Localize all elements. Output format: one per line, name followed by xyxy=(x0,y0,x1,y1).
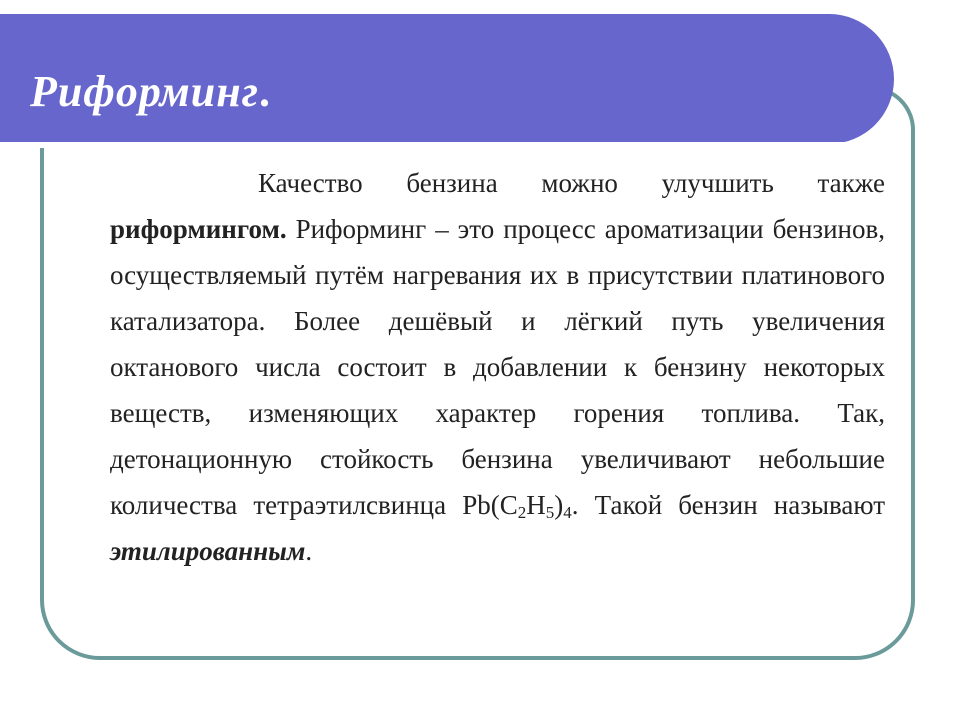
body-text-1: Качество бензина можно улучшить также xyxy=(258,168,885,198)
title-bar xyxy=(0,14,894,144)
body-text-2: Риформинг – это процесс ароматизации бензинов, осуществляемый путём нагревания их в присутствии платинового катализатора. Более дешёвый и лёгкий путь увеличения октанового числа состоит в добавлении к бензину некоторых веществ, изменяющих характер горения топлива. Так, детонационную стойкость бензина увеличивают небольшие количества тетраэтилсвинца xyxy=(110,214,885,520)
formula-sub-2: 5 xyxy=(545,503,555,522)
formula-part-pb: Pb(C xyxy=(462,490,518,520)
formula-sub-1: 2 xyxy=(517,503,527,522)
term-reforming: риформингом. xyxy=(110,214,287,244)
formula-tetraethyllead xyxy=(462,490,572,520)
term-leaded: этилированным xyxy=(110,536,306,566)
body-end-dot: . xyxy=(305,536,313,566)
formula-sub-3: 4 xyxy=(563,503,572,522)
body-text-3: . Такой бензин называют xyxy=(571,490,885,520)
body-paragraph xyxy=(110,160,885,574)
slide-title xyxy=(30,66,271,118)
formula-part-h: H xyxy=(526,490,546,520)
formula-part-close: ) xyxy=(554,490,564,520)
title-underline xyxy=(0,142,846,148)
slide-body xyxy=(110,160,885,574)
slide-title-text: Риформинг xyxy=(30,67,259,116)
slide-title-dot: . xyxy=(258,67,271,116)
